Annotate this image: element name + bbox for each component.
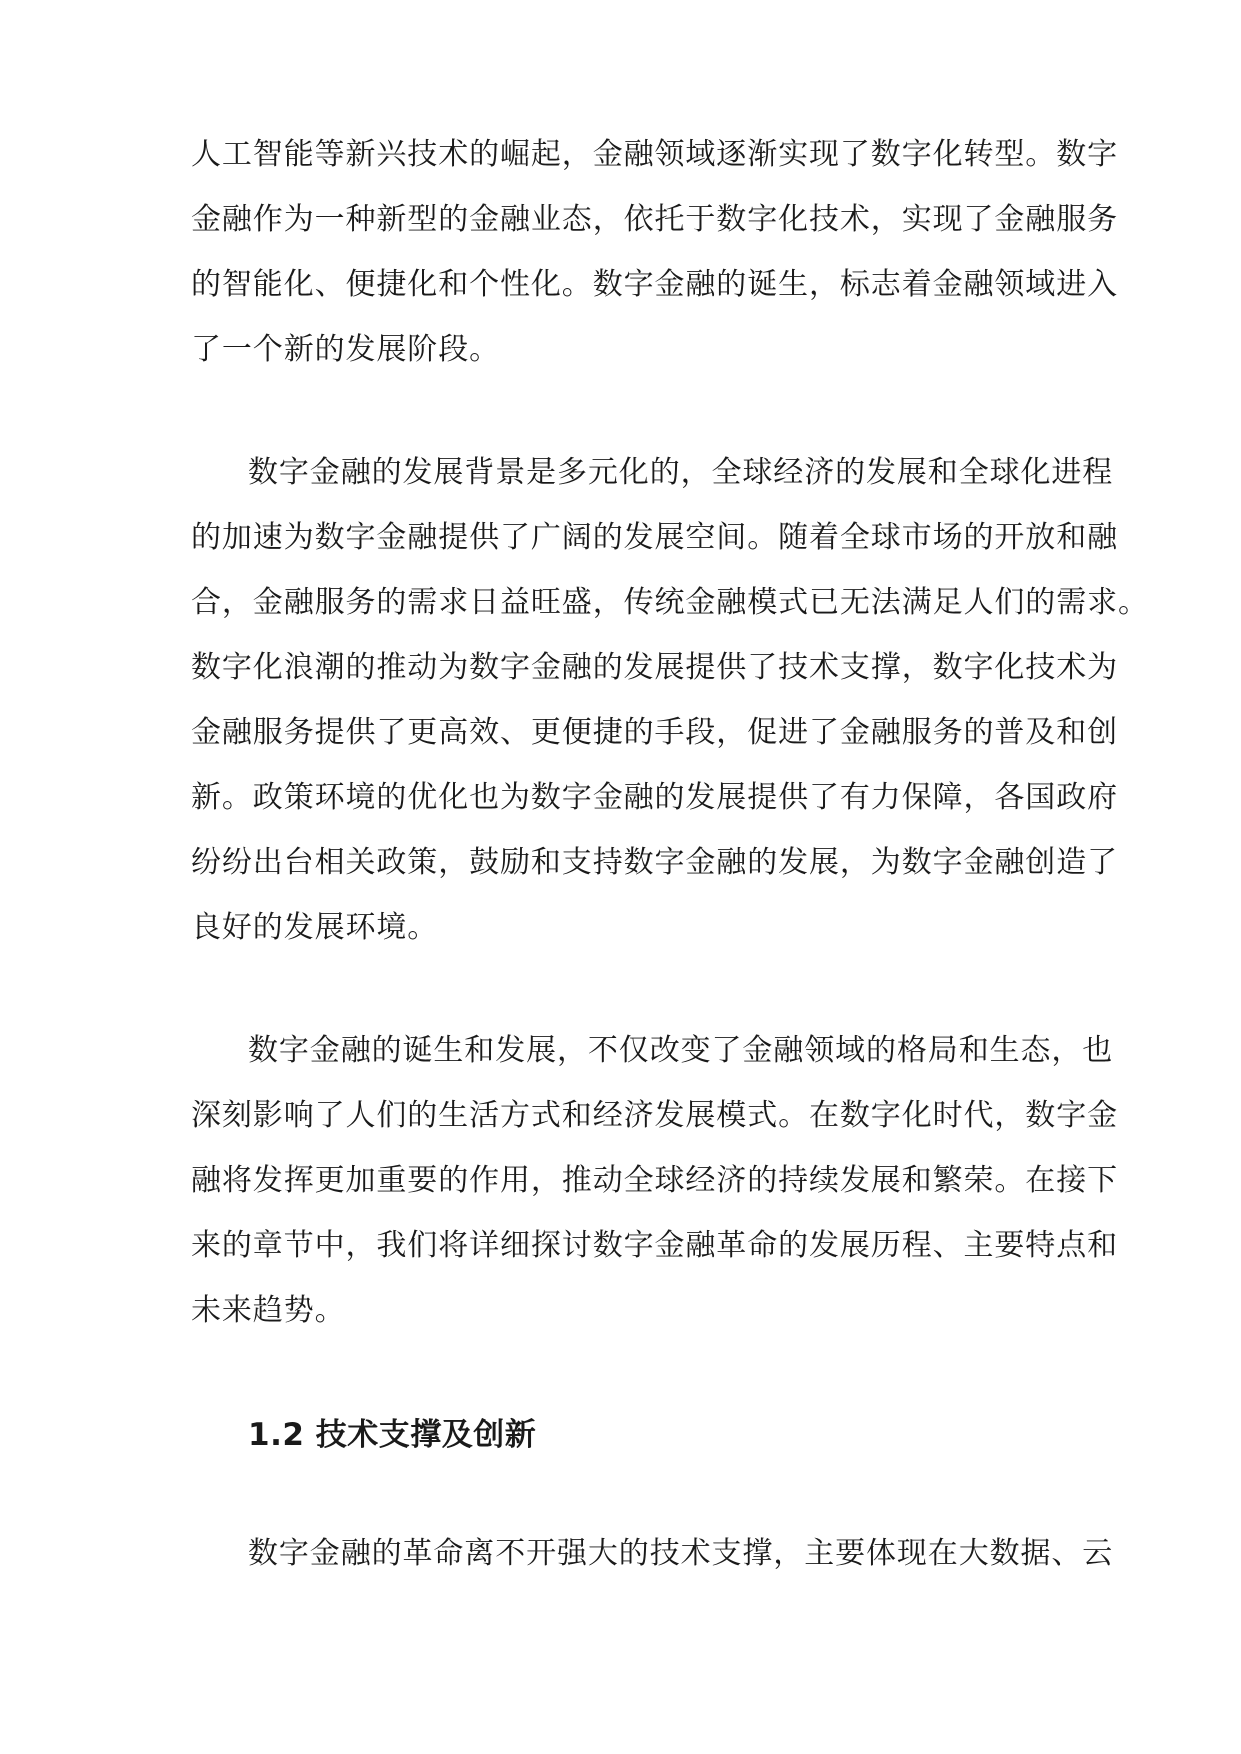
paragraph-line: 数字金融的诞生和发展，不仅改变了金融领域的格局和生态，也 bbox=[248, 1033, 1114, 1068]
paragraph-line: 数字化浪潮的推动为数字金融的发展提供了技术支撑，数字化技术为 bbox=[191, 650, 1118, 685]
paragraph-line: 未来趋势。 bbox=[191, 1293, 346, 1328]
paragraph-line: 融将发挥更加重要的作用，推动全球经济的持续发展和繁荣。在接下 bbox=[191, 1163, 1118, 1198]
paragraph-line: 数字金融的革命离不开强大的技术支撑，主要体现在大数据、云 bbox=[248, 1536, 1114, 1571]
paragraph-line: 纷纷出台相关政策，鼓励和支持数字金融的发展，为数字金融创造了 bbox=[191, 845, 1118, 880]
paragraph-line: 深刻影响了人们的生活方式和经济发展模式。在数字化时代，数字金 bbox=[191, 1098, 1118, 1133]
paragraph-line: 金融作为一种新型的金融业态，依托于数字化技术，实现了金融服务 bbox=[191, 202, 1118, 237]
paragraph-line: 来的章节中，我们将详细探讨数字金融革命的发展历程、主要特点和 bbox=[191, 1228, 1118, 1263]
section-heading: 1.2 技术支撑及创新 bbox=[248, 1417, 537, 1453]
paragraph-line: 人工智能等新兴技术的崛起，金融领域逐渐实现了数字化转型。数字 bbox=[191, 137, 1118, 172]
paragraph-line: 良好的发展环境。 bbox=[191, 910, 439, 945]
paragraph-line: 了一个新的发展阶段。 bbox=[191, 332, 500, 367]
paragraph-line: 金融服务提供了更高效、更便捷的手段，促进了金融服务的普及和创 bbox=[191, 715, 1118, 750]
paragraph-line: 的加速为数字金融提供了广阔的发展空间。随着全球市场的开放和融 bbox=[191, 520, 1118, 555]
paragraph-line: 的智能化、便捷化和个性化。数字金融的诞生，标志着金融领域进入 bbox=[191, 267, 1118, 302]
paragraph-line: 数字金融的发展背景是多元化的，全球经济的发展和全球化进程 bbox=[248, 455, 1114, 490]
paragraph-line: 合，金融服务的需求日益旺盛，传统金融模式已无法满足人们的需求。 bbox=[191, 585, 1149, 620]
paragraph-line: 新。政策环境的优化也为数字金融的发展提供了有力保障，各国政府 bbox=[191, 780, 1118, 815]
